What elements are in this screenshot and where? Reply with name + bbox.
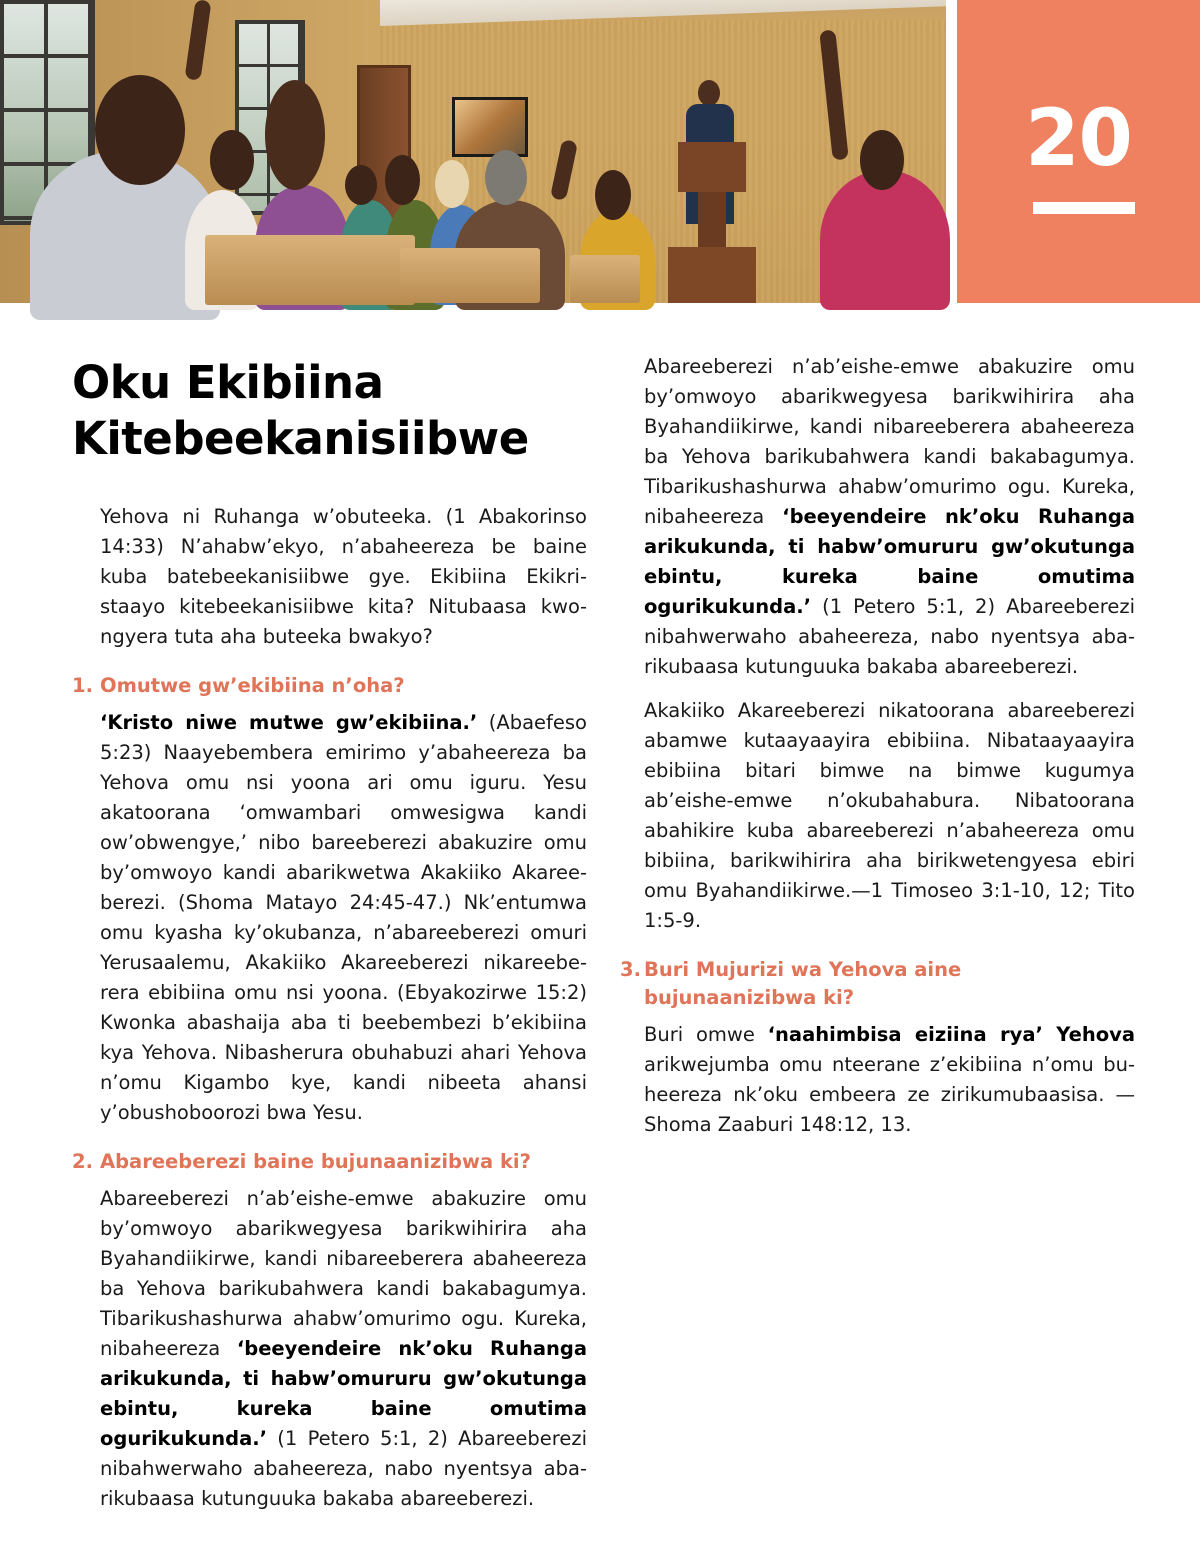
answer-paragraph [644,696,1135,936]
text-run: (Abaefeso 5:23) Naayebembera emirimo y’abaheereza ba Yehova omu nsi yoona ari omu iguru. Yesu akatoorana ‘omwambari omwesigwa kandi ow’obwengye,’ nibo bareeberezi abakuzire omu by’omwoyo kandi abarikwetwa Akakiiko Akareeberezi. (Shoma Matayo 24:45-47.) Nk’entumwa omu kyasha ky’okubanza, n’abareeberezi omuri Yerusaalemu, Akakiiko Akareeberezi nikareeberera ebibiina omu nsi yoona. (Ebyakozirwe 15:2) Kwonka abashaija aba ti beebembezi b’ekibiina kya Yehova. Nibasherura obuhabuzi ahari Yehova n’omu Kigambo kye, kandi nibeeta ahansi y’obushoboorozi bwa Yesu. [100,711,587,1124]
question-heading-2 [72,1148,587,1176]
lesson-number-box [957,0,1200,303]
answer-paragraph [644,352,1135,682]
text-run: Abareeberezi n’ab’eishe-emwe abakuzire omu by’omwoyo abarikwegyesa barikwihirira aha Byahandiikirwe, kandi nibareeberera abaheereza ba Yehova barikubahwera kandi bakabagumya. Tibarikushashurwa ahabw’omurimo ogu. Kureka, nibaheereza [100,1187,587,1360]
question-text: Omutwe gw’ekibiina n’oha? [100,674,405,697]
left-column [72,502,587,1510]
question-text: Buri Mujurizi wa Yehova aine bujunaanizibwa ki? [644,958,962,1009]
bench [205,235,415,305]
intro-paragraph: Yehova ni Ruhanga w’obuteeka. (1 Abakorinso 14:33) N’ahabw’ekyo, n’abaheereza be baine kuba batebeekanisiibwe gye. Ekibiina Ekikristaayo kitebeekanisiibwe kita? Nitubaasa kwongyera tuta aha buteeka bwakyo? [100,505,587,648]
audience-member-head [95,75,185,185]
audience-member [820,170,950,310]
question-number: 2. [72,1150,93,1173]
text-run: (1 Petero 5:1, 2) Abareeberezi nibahwerwaho abaheereza, nabo nyentsya abarikubaasa kutunguuka bakaba abareeberezi. [100,1427,587,1510]
lesson-number-underline [1033,202,1135,214]
question-number: 1. [72,674,93,697]
emphasized-quote: ‘beeyendeire nk’oku Ruhanga arikukunda, ti habw’omururu gw’okutunga ebintu, kureka baine omutima ogurikukunda.’ [644,505,1135,618]
lesson-number: 20 [1025,94,1132,184]
emphasized-quote: ‘Kristo niwe mutwe gw’ekibiina.’ [100,711,478,734]
question-heading-1 [72,672,587,700]
text-run: (1 Petero 5:1, 2) Abareeberezi nibahwerwaho abaheereza, nabo nyentsya abarikubaasa kutunguuka bakaba abareeberezi. [644,595,1135,678]
title-line-1: Oku Ekibiina [72,356,384,409]
bench [570,255,640,303]
text-run: Akakiiko Akareeberezi nikatoorana abareeberezi abamwe kutaayaayira ebibiina. Nibataayaayira ebibiina bitari bimwe na bimwe kugumya ab’eishe-emwe n’okubahabura. Nibatoorana abahikire kuba abareeberezi n’abaheereza omu bibiina, barikwihirira aha birikwetengyesa ebiri omu Byahandiikirwe.—1 Timoseo 3:1-10, 12; Tito 1:5-9. [644,699,1135,932]
answer-paragraph [644,1020,1135,1140]
audience-member-head [210,130,254,190]
audience-member-head [385,155,420,205]
emphasized-quote: ‘beeyendeire nk’oku Ruhanga arikukunda, ti habw’omururu gw’okutunga ebintu, kureka baine omutima ogurikukunda.’ [100,1337,587,1450]
answer-paragraph [100,708,587,1128]
lectern [668,142,756,303]
question-number: 3. [620,958,641,981]
answer-paragraph-continued [644,355,1135,682]
question-heading-3 [620,956,1135,1012]
header-photo [0,0,946,303]
text-run: Buri omwe [644,1023,768,1046]
text-run: Abareeberezi n’ab’eishe-emwe abakuzire omu by’omwoyo abarikwegyesa barikwihirira aha Byahandiikirwe, kandi nibareeberera abaheereza ba Yehova barikubahwera kandi bakabagumya. Tibarikushashurwa ahabw’omurimo ogu. Kureka, nibaheereza [644,355,1135,528]
title-line-2: Kitebeekanisiibwe [72,412,529,465]
video-screen [452,97,528,157]
answer-paragraph [100,1184,587,1510]
audience-member-head [265,80,325,190]
text-run: arikwejumba omu nteerane z’ekibiina n’omu buheereza nk’oku embeera ze zirikumubaasisa. —Shoma Zaaburi 148:12, 13. [644,1053,1135,1136]
audience-member-head [485,150,527,205]
question-text: Abareeberezi baine bujunaanizibwa ki? [100,1150,531,1173]
emphasized-quote: ‘naahimbisa eiziina rya’ Yehova [767,1023,1135,1046]
right-column [620,355,1135,1154]
audience-member-head [860,130,904,190]
bench [400,248,540,303]
audience-member-head [595,170,631,220]
audience-member-head [345,165,377,205]
audience-member-head [435,160,469,208]
